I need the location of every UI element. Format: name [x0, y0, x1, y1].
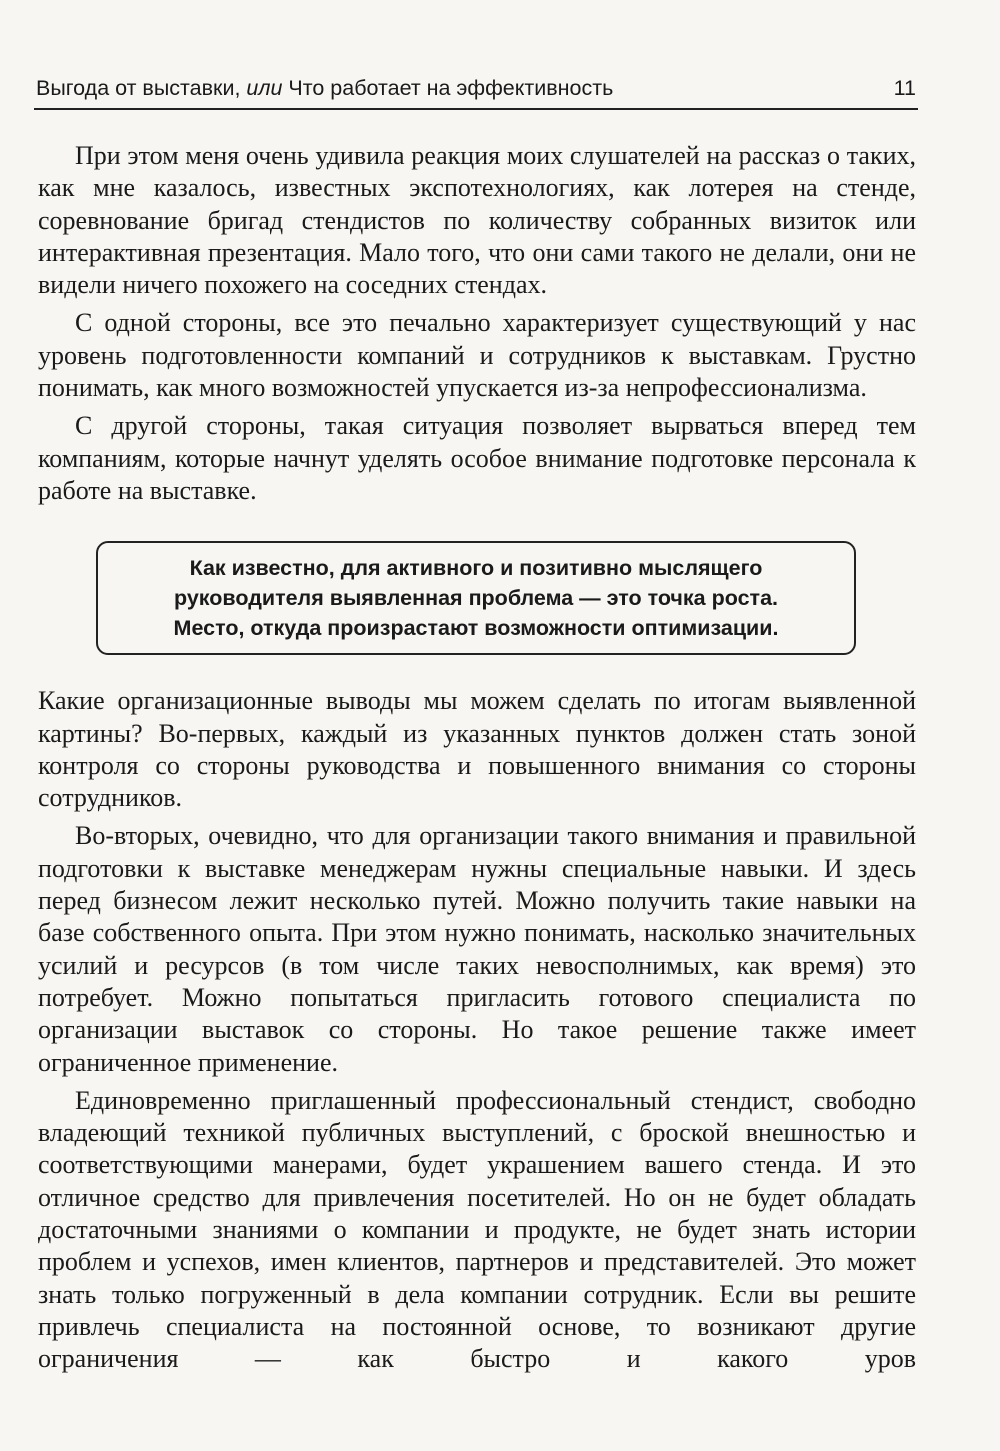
paragraph: С другой стороны, такая ситуация позволяет вырваться вперед тем компаниям, которые начнут уделять особое внимание подготовке персонала к работе на выставке. — [38, 411, 916, 505]
callout-box — [96, 541, 856, 655]
paragraph: С одной стороны, все это печально характеризует существующий у нас уровень подготовленности компаний и сотрудников к выставкам. Грустно понимать, как много возможностей упускается из-за непрофессионализма. — [38, 308, 916, 403]
callout-line: руководителя выявленная проблема — это точка роста. — [174, 586, 778, 611]
body-text — [38, 140, 916, 1382]
paragraph: Единовременно приглашенный профессиональный стендист, свободно владеющий техникой публичных выступлений, с броской внешностью и соответствующими манерами, будет украшением вашего стенда. И это отличное средство для привлечения посетителей. Но он не будет обладать достаточными знаниями о компании и продукте, не будет знать истории проблем и успехов, имен клиентов, партнеров и представителей. Это может знать только погруженный в дела компании сотрудник. Если вы решите привлечь специалиста на постоянной основе, то возникают другие ограничения — как быстро и какого уров — [38, 1085, 916, 1374]
paragraph: Какие организационные выводы мы можем сделать по итогам выявленной картины? Во-первых, каждый из указанных пунктов должен стать зоной контроля со стороны руководства и повышенного внимания со стороны сотрудников. — [38, 686, 916, 813]
page-number: 11 — [893, 76, 916, 100]
header-title-italic: или — [246, 76, 283, 100]
paragraph: Во-вторых, очевидно, что для организации такого внимания и правильной подготовки к выставке менеджерам нужны специальные навыки. И здесь перед бизнесом лежит несколько путей. Можно получить такие навыки на базе собственного опыта. При этом нужно понимать, насколько значительных усилий и ресурсов (в том числе таких невосполнимых, как время) это потребует. Можно попытаться пригласить готового специалиста по организации выставок со стороны. Но такое решение также имеет ограниченное применение. — [38, 821, 916, 1077]
header-title: Выгода от выставки, или Что работает на эффективность — [36, 76, 614, 100]
callout-line: Место, откуда произрастают возможности оптимизации. — [173, 616, 779, 641]
running-header — [34, 72, 918, 110]
paragraph: При этом меня очень удивила реакция моих слушателей на рассказ о таких, как мне казалось, известных экспотехнологиях, как лотерея на стенде, соревнование бригад стендистов по количеству собранных визиток или интерактивная презентация. Мало того, что они сами такого не делали, они не видели ничего похожего на соседних стендах. — [38, 141, 916, 300]
callout-line: Как известно, для активного и позитивно мыслящего — [189, 556, 763, 581]
